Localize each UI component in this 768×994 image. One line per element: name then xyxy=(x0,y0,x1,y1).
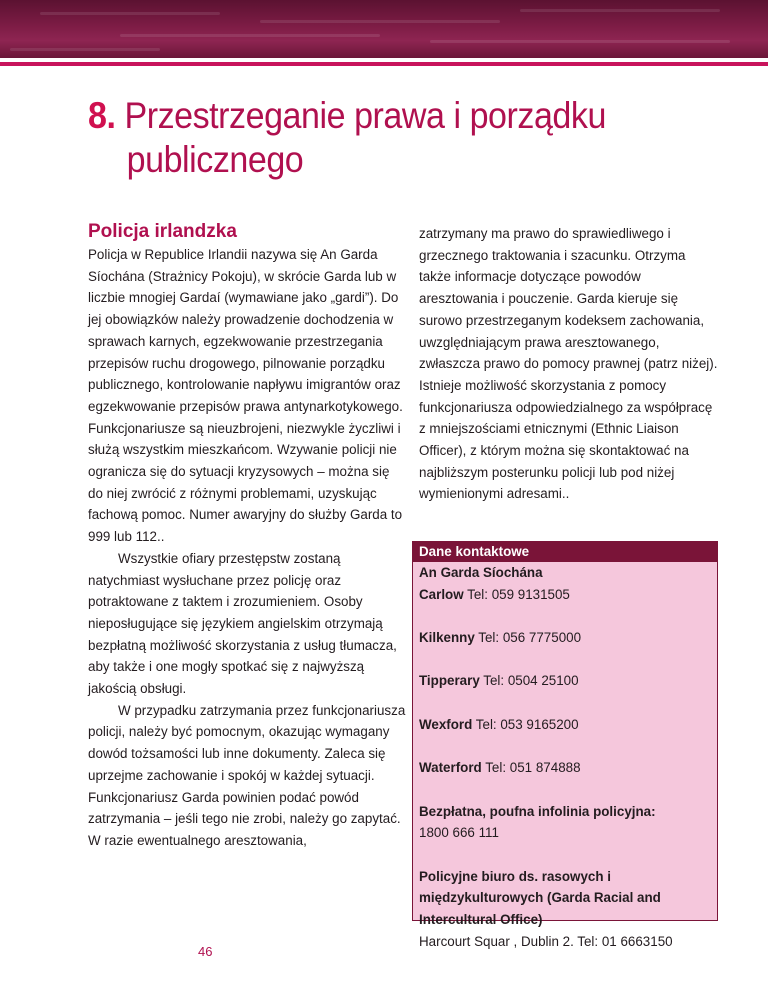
chapter-number: 8. xyxy=(88,95,116,136)
left-column xyxy=(88,244,408,852)
contact-place: Tipperary xyxy=(419,673,480,689)
office-address: Harcourt Squar , Dublin 2. Tel: 01 6663150 xyxy=(419,933,673,949)
contact-entry xyxy=(419,627,711,649)
title-line-2: publicznego xyxy=(126,139,304,180)
left-paragraph-2: Wszystkie ofiary przestępstw zostaną natychmiast wysłuchane przez policję oraz potraktowane z taktem i zrozumieniem. Osoby nieposługujące się językiem angielskim otrzymają bezpłatną możliwość skorzystania z usług tłumacza, aby także i one mogły spotkać się z najwyższą jakością obsługi. xyxy=(88,550,397,697)
contact-place: Waterford xyxy=(419,760,482,776)
contact-phone: Tel: 0504 25100 xyxy=(479,673,579,689)
page-number: 46 xyxy=(198,944,213,959)
contact-entry xyxy=(419,757,711,779)
contact-box xyxy=(412,541,718,949)
contact-phone: Tel: 053 9165200 xyxy=(472,716,579,732)
office-name: Policyjne biuro ds. rasowych i międzykulturowych (Garda Racial and Intercultural Office) xyxy=(419,868,661,928)
contact-place: Wexford xyxy=(419,716,473,732)
section-heading: Policja irlandzka xyxy=(88,221,237,242)
right-column xyxy=(419,223,719,505)
right-paragraph-1: zatrzymany ma prawo do sprawiedliwego i grzecznego traktowania i szacunku. Otrzyma także informacje dotyczące powodów aresztowania i pouczenie. Garda kieruje się surowo przestrzeganym kodeksem zachowania, uwzględniającym prawa aresztowanego, zwłaszcza prawo do pomocy prawnej (patrz niżej). Istnieje możliwość skorzystania z pomocy funkcjonariusza odpowiedzialnego za współpracę z mniejszościami etnicznymi (Ethnic Liaison Officer), z którym można się skontaktować na najbliższym posterunku policji lub pod niżej wymienionymi adresami.. xyxy=(419,226,718,502)
contact-entry xyxy=(419,670,711,692)
contact-phone: Tel: 056 7775000 xyxy=(474,630,582,646)
contact-box-body xyxy=(413,562,717,953)
contact-entry xyxy=(419,714,711,736)
contact-entry xyxy=(419,584,711,606)
hotline-label: Bezpłatna, poufna infolinia policyjna: xyxy=(419,803,656,819)
contact-phone: Tel: 059 9131505 xyxy=(463,586,570,602)
contact-box-header: Dane kontaktowe xyxy=(413,542,717,562)
hotline-number: 1800 666 111 xyxy=(419,825,499,841)
header-banner xyxy=(0,0,768,58)
contact-phone: Tel: 051 874888 xyxy=(481,760,581,776)
title-line-1: Przestrzeganie prawa i porządku xyxy=(124,95,606,136)
left-paragraph-1: Policja w Republice Irlandii nazywa się An Garda Síochána (Strażnicy Pokoju), w skrócie Garda lub w liczbie mnogiej Gardaí (wymawiane jako „gardi”). Do jej obowiązków należy prowadzenie dochodzenia w sprawach karnych, egzekwowanie przestrzegania przepisów ruchu drogowego, pilnowanie porządku publicznego, kontrolowanie napływu imigrantów oraz egzekwowanie przepisów prawa antynarkotykowego. Funkcjonariusze są nieuzbrojeni, niezwykle życzliwi i służą wszystkim mieszkańcom. Wzywanie policji nie ogranicza się do sytuacji kryzysowych – można się do niej zwrócić z różnymi problemami, uzyskując fachową pomoc. Numer awaryjny do służby Garda to 999 lub 112.. xyxy=(88,247,403,545)
left-paragraph-3: W przypadku zatrzymania przez funkcjonariusza policji, należy być pomocnym, okazując wymagany dowód tożsamości lub inne dokumenty. Zaleca się uprzejme zachowanie i spokój w każdej sytuacji. Funkcjonariusz Garda powinien podać powód zatrzymania – jeśli tego nie zrobi, należy go zapytać. W razie ewentualnego aresztowania, xyxy=(88,702,406,848)
contact-place: Carlow xyxy=(419,586,464,602)
page-title xyxy=(88,94,658,182)
header-rule xyxy=(0,62,768,66)
contact-org: An Garda Síochána xyxy=(419,565,543,580)
contact-place: Kilkenny xyxy=(419,630,475,646)
